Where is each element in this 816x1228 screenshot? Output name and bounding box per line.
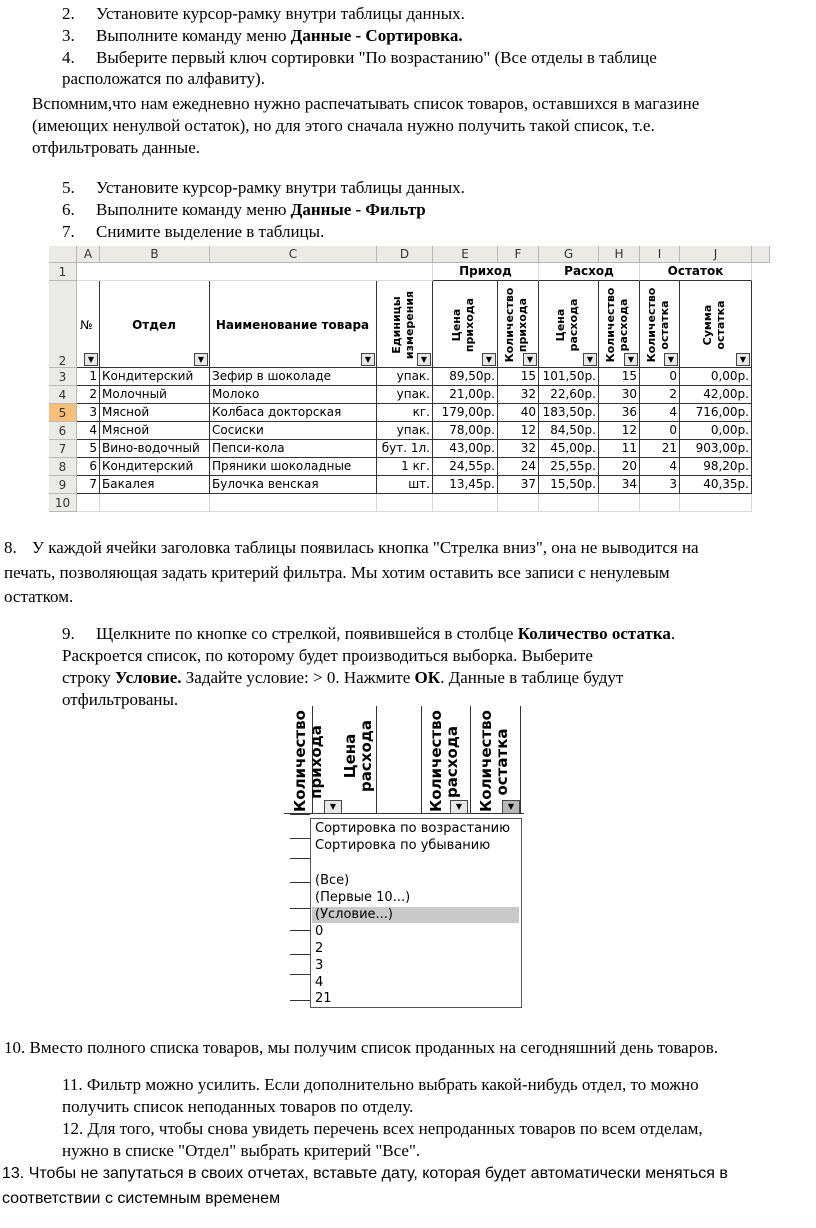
step-number: 7. bbox=[62, 222, 75, 241]
header-price-out: Цена расхода bbox=[554, 298, 580, 352]
row-header[interactable]: 8 bbox=[49, 458, 77, 476]
cell-name[interactable]: Булочка венская bbox=[210, 476, 377, 494]
step-13-line: 13. Чтобы не запутаться в своих отчетах, вставьте дату, которая будет автоматически меняться в bbox=[2, 1165, 728, 1182]
menu-item-top-10[interactable]: (Первые 10...) bbox=[315, 890, 411, 905]
step-13-line: соответствии с системным временем bbox=[2, 1190, 281, 1207]
filter-dropdown-unit[interactable]: ▼ bbox=[417, 353, 431, 366]
row-header[interactable]: 4 bbox=[49, 386, 77, 404]
paragraph-8-line bbox=[4, 538, 699, 558]
column-header-g[interactable]: G bbox=[539, 246, 599, 263]
cell-dept[interactable]: Молочный bbox=[100, 386, 210, 404]
step-7 bbox=[62, 222, 324, 242]
menu-item-value[interactable]: 21 bbox=[315, 991, 332, 1006]
cell-dept[interactable]: Вино-водочный bbox=[100, 440, 210, 458]
filter-dropdown-no[interactable]: ▼ bbox=[84, 353, 98, 366]
cell-qty-in[interactable]: 32 bbox=[498, 440, 539, 458]
menu-item-value[interactable]: 3 bbox=[315, 958, 324, 973]
column-header-filler bbox=[752, 246, 770, 263]
filter-dropdown-sum-rest[interactable]: ▼ bbox=[736, 353, 750, 366]
empty-cell[interactable] bbox=[77, 494, 100, 512]
step-9-line bbox=[62, 624, 675, 644]
paragraph-line: (имеющих ненулвой остаток), но для этого сначала нужно получить такой список, т.е. bbox=[32, 116, 655, 135]
cell-no[interactable]: 6 bbox=[77, 458, 100, 476]
step-2 bbox=[62, 4, 465, 24]
filter-dropdown-price-in[interactable]: ▼ bbox=[482, 353, 496, 366]
row-header[interactable]: 9 bbox=[49, 476, 77, 494]
step-text: Задайте условие: > 0. Нажмите bbox=[181, 668, 415, 687]
cell-no[interactable]: 7 bbox=[77, 476, 100, 494]
step-9-line: отфильтрованы. bbox=[62, 690, 179, 709]
menu-item-value[interactable]: 2 bbox=[315, 941, 324, 956]
empty-cell[interactable] bbox=[498, 494, 539, 512]
step-11-line: 11. Фильтр можно усилить. Если дополнительно выбрать какой-нибудь отдел, то можно bbox=[62, 1075, 699, 1094]
step-text: Выберите первый ключ сортировки "По возрастанию" (Все отделы в таблице bbox=[96, 48, 657, 67]
cell-qty-out[interactable]: 12 bbox=[599, 422, 640, 440]
step-text: Установите курсор-рамку внутри таблицы данных. bbox=[96, 178, 465, 197]
column-header-b[interactable]: B bbox=[100, 246, 210, 263]
step-number: 5. bbox=[62, 178, 75, 197]
cell-price-in[interactable]: 21,00р. bbox=[433, 386, 498, 404]
row-header[interactable]: 3 bbox=[49, 368, 77, 386]
step-text: Снимите выделение в таблицы. bbox=[96, 222, 325, 241]
cell-sum-rest[interactable]: 98,20р. bbox=[680, 458, 752, 476]
header-dept: Отдел bbox=[132, 318, 176, 332]
menu-item-value[interactable]: 4 bbox=[315, 975, 324, 990]
cell-price-in[interactable]: 78,00р. bbox=[433, 422, 498, 440]
paragraph-line: Вспомним,что нам ежедневно нужно распечатывать список товаров, оставшихся в магазине bbox=[32, 94, 700, 113]
cell-qty-out[interactable]: 20 bbox=[599, 458, 640, 476]
step-text: Установите курсор-рамку внутри таблицы данных. bbox=[96, 4, 465, 23]
cell-unit[interactable]: упак. bbox=[377, 368, 433, 386]
cell-unit[interactable]: 1 кг. bbox=[377, 458, 433, 476]
filter-dropdown-name[interactable]: ▼ bbox=[361, 353, 375, 366]
select-all-corner[interactable] bbox=[49, 246, 77, 263]
cell-name[interactable]: Молоко bbox=[210, 386, 377, 404]
step-text: Выполните команду меню bbox=[96, 26, 291, 45]
step-number: 8. bbox=[4, 538, 17, 557]
empty-cell[interactable] bbox=[599, 494, 640, 512]
step-12-line: нужно в списке "Отдел" выбрать критерий "Все". bbox=[62, 1141, 421, 1160]
menu-item-value[interactable]: 0 bbox=[315, 924, 324, 939]
menu-command: Данные - Фильтр bbox=[290, 200, 426, 219]
cell-price-out[interactable]: 25,55р. bbox=[539, 458, 599, 476]
cell-unit[interactable]: кг. bbox=[377, 404, 433, 422]
step-9-line bbox=[62, 668, 623, 688]
empty-cell[interactable] bbox=[100, 494, 210, 512]
paragraph-10: 10. Вместо полного списка товаров, мы получим список проданных на сегодняшний день товаров. bbox=[4, 1038, 718, 1057]
cell-name[interactable]: Колбаса докторская bbox=[210, 404, 377, 422]
group-header-expense: Расход bbox=[539, 263, 640, 281]
cell-no[interactable]: 4 bbox=[77, 422, 100, 440]
filter-dropdown-qty-in[interactable]: ▼ bbox=[523, 353, 537, 366]
empty-cell[interactable] bbox=[433, 494, 498, 512]
cell-qty-out[interactable]: 36 bbox=[599, 404, 640, 422]
empty-cell[interactable] bbox=[77, 263, 433, 281]
cell-price-out[interactable]: 15,50р. bbox=[539, 476, 599, 494]
column-header-i[interactable]: I bbox=[640, 246, 680, 263]
cell-dept[interactable]: Кондитерский bbox=[100, 368, 210, 386]
paragraph-8-line: остатком. bbox=[4, 587, 74, 606]
step-3 bbox=[62, 26, 463, 46]
cell-name[interactable]: Сосиски bbox=[210, 422, 377, 440]
cell-unit[interactable]: шт. bbox=[377, 476, 433, 494]
menu-item-condition[interactable]: (Условие...) bbox=[312, 907, 519, 923]
step-number: 9. bbox=[62, 624, 75, 643]
cell-qty-in[interactable]: 40 bbox=[498, 404, 539, 422]
row-header[interactable]: 2 bbox=[49, 281, 77, 368]
cell-price-in[interactable]: 43,00р. bbox=[433, 440, 498, 458]
step-number: 4. bbox=[62, 48, 75, 67]
column-header-e[interactable]: E bbox=[433, 246, 498, 263]
empty-cell[interactable] bbox=[539, 494, 599, 512]
empty-cell[interactable] bbox=[210, 494, 377, 512]
step-6 bbox=[62, 200, 426, 220]
empty-cell[interactable] bbox=[640, 494, 680, 512]
cell-price-in[interactable]: 24,55р. bbox=[433, 458, 498, 476]
cell-price-out[interactable]: 22,60р. bbox=[539, 386, 599, 404]
filter-dropdown-qty-in[interactable]: ▼ bbox=[324, 800, 342, 814]
cell-qty-rest[interactable]: 3 bbox=[640, 476, 680, 494]
step-number: 3. bbox=[62, 26, 75, 45]
column-header-h[interactable]: H bbox=[599, 246, 640, 263]
header-sum-rest: Сумма остатка bbox=[701, 300, 727, 350]
header-qty-rest: Количество остатка bbox=[645, 287, 671, 363]
cell-unit[interactable]: бут. 1л. bbox=[377, 440, 433, 458]
menu-item-sort-desc[interactable]: Сортировка по убыванию bbox=[315, 838, 491, 853]
cell-qty-in[interactable]: 37 bbox=[498, 476, 539, 494]
step-text: . bbox=[670, 624, 676, 643]
filter-dropdown-qty-out[interactable]: ▼ bbox=[624, 353, 638, 366]
filter-dropdown-qty-out[interactable]: ▼ bbox=[450, 800, 468, 814]
cell-name[interactable]: Пряники шоколадные bbox=[210, 458, 377, 476]
step-12-line: 12. Для того, чтобы снова увидеть перечень всех непроданных товаров по всем отделам, bbox=[62, 1119, 703, 1138]
cell-qty-rest[interactable]: 4 bbox=[640, 458, 680, 476]
filter-dropdown-dept[interactable]: ▼ bbox=[194, 353, 208, 366]
column-header-a[interactable]: A bbox=[77, 246, 100, 263]
column-header-d[interactable]: D bbox=[377, 246, 433, 263]
header-unit: Единицы измерения bbox=[390, 290, 416, 360]
group-header-rest: Остаток bbox=[640, 263, 752, 281]
cell-qty-out[interactable]: 11 bbox=[599, 440, 640, 458]
header-name: Наименование товара bbox=[215, 318, 370, 332]
cell-qty-in[interactable]: 32 bbox=[498, 386, 539, 404]
cell-qty-rest[interactable]: 0 bbox=[640, 368, 680, 386]
filter-dropdown-qty-rest[interactable]: ▼ bbox=[664, 353, 678, 366]
cell-qty-rest[interactable]: 4 bbox=[640, 404, 680, 422]
cell-name[interactable]: Пепси-кола bbox=[210, 440, 377, 458]
cell-sum-rest[interactable]: 40,35р. bbox=[680, 476, 752, 494]
cell-dept[interactable]: Бакалея bbox=[100, 476, 210, 494]
cell-sum-rest[interactable]: 42,00р. bbox=[680, 386, 752, 404]
menu-command: Данные - Сортировка. bbox=[290, 26, 463, 45]
cell-qty-rest[interactable]: 2 bbox=[640, 386, 680, 404]
emphasis: Условие. bbox=[114, 668, 182, 687]
cell-sum-rest[interactable]: 716,00р. bbox=[680, 404, 752, 422]
header-qty-in: Количество прихода bbox=[291, 710, 325, 812]
menu-item-sort-asc[interactable]: Сортировка по возрастанию bbox=[315, 821, 511, 836]
step-4 bbox=[62, 48, 657, 68]
cell-dept[interactable]: Кондитерский bbox=[100, 458, 210, 476]
row-header[interactable]: 5 bbox=[49, 404, 77, 422]
cell-name[interactable]: Зефир в шоколаде bbox=[210, 368, 377, 386]
cell-price-out[interactable]: 183,50р. bbox=[539, 404, 599, 422]
step-text: Щелкните по кнопке со стрелкой, появившейся в столбце bbox=[96, 624, 518, 643]
filter-dropdown-list bbox=[310, 818, 522, 1008]
cell-price-out[interactable]: 101,50р. bbox=[539, 368, 599, 386]
paragraph-line: отфильтровать данные. bbox=[32, 138, 200, 157]
paragraph-8-line: печать, позволяющая задать критерий фильтра. Мы хотим оставить все записи с ненулевым bbox=[4, 563, 670, 582]
step-text: . Данные в таблице будут bbox=[440, 668, 624, 687]
cell-no[interactable]: 2 bbox=[77, 386, 100, 404]
header-qty-in: Количество прихода bbox=[503, 287, 529, 363]
row-header[interactable]: 10 bbox=[49, 494, 77, 512]
cell-price-in[interactable]: 13,45р. bbox=[433, 476, 498, 494]
cell-qty-rest[interactable]: 21 bbox=[640, 440, 680, 458]
cell-dept[interactable]: Мясной bbox=[100, 404, 210, 422]
cell-price-out[interactable]: 84,50р. bbox=[539, 422, 599, 440]
row-header[interactable]: 7 bbox=[49, 440, 77, 458]
step-4-continuation: расположатся по алфавиту). bbox=[62, 69, 265, 88]
step-9-line: Раскроется список, по которому будет производиться выборка. Выберите bbox=[62, 646, 593, 665]
cell-qty-rest[interactable]: 0 bbox=[640, 422, 680, 440]
cell-qty-in[interactable]: 12 bbox=[498, 422, 539, 440]
paragraph-text: У каждой ячейки заголовка таблицы появилась кнопка "Стрелка вниз", она не выводится на bbox=[32, 538, 699, 557]
cell-qty-out[interactable]: 30 bbox=[599, 386, 640, 404]
header-price-out: Цена расхода bbox=[341, 720, 375, 792]
cell-qty-in[interactable]: 24 bbox=[498, 458, 539, 476]
cell-unit[interactable]: упак. bbox=[377, 422, 433, 440]
filter-dropdown-screenshot bbox=[284, 706, 524, 1008]
cell-no[interactable]: 5 bbox=[77, 440, 100, 458]
step-text: Выполните команду меню bbox=[96, 200, 291, 219]
step-5 bbox=[62, 178, 465, 198]
menu-item-all[interactable]: (Все) bbox=[315, 873, 350, 888]
header-price-in: Цена прихода bbox=[450, 297, 476, 353]
step-11-line: получить список неподанных товаров по отделу. bbox=[62, 1097, 414, 1116]
header-qty-rest: Количество остатка bbox=[477, 710, 511, 812]
step-number: 2. bbox=[62, 4, 75, 23]
filter-dropdown-qty-rest[interactable]: ▼ bbox=[502, 800, 520, 814]
header-no: № bbox=[80, 318, 93, 332]
header-qty-out: Количество расхода bbox=[427, 710, 461, 812]
cell-price-out[interactable]: 45,00р. bbox=[539, 440, 599, 458]
header-qty-out: Количество расхода bbox=[604, 287, 630, 363]
empty-cell[interactable] bbox=[377, 494, 433, 512]
cell-unit[interactable]: упак. bbox=[377, 386, 433, 404]
column-header-f[interactable]: F bbox=[498, 246, 539, 263]
cell-price-in[interactable]: 179,00р. bbox=[433, 404, 498, 422]
cell-qty-out[interactable]: 15 bbox=[599, 368, 640, 386]
cell-sum-rest[interactable]: 0,00р. bbox=[680, 422, 752, 440]
step-number: 6. bbox=[62, 200, 75, 219]
cell-sum-rest[interactable]: 903,00р. bbox=[680, 440, 752, 458]
row-header[interactable]: 1 bbox=[49, 263, 77, 281]
group-header-income: Приход bbox=[433, 263, 539, 281]
cell-qty-out[interactable]: 34 bbox=[599, 476, 640, 494]
empty-cell[interactable] bbox=[680, 494, 752, 512]
emphasis: Количество остатка bbox=[517, 624, 671, 643]
emphasis: ОК bbox=[414, 668, 441, 687]
filter-dropdown-price-out[interactable]: ▼ bbox=[583, 353, 597, 366]
cell-sum-rest[interactable]: 0,00р. bbox=[680, 368, 752, 386]
cell-price-in[interactable]: 89,50р. bbox=[433, 368, 498, 386]
row-header[interactable]: 6 bbox=[49, 422, 77, 440]
cell-qty-in[interactable]: 15 bbox=[498, 368, 539, 386]
header-name-cell bbox=[210, 281, 377, 368]
cell-no[interactable]: 1 bbox=[77, 368, 100, 386]
cell-no[interactable]: 3 bbox=[77, 404, 100, 422]
cell-dept[interactable]: Мясной bbox=[100, 422, 210, 440]
column-header-j[interactable]: J bbox=[680, 246, 752, 263]
column-header-c[interactable]: C bbox=[210, 246, 377, 263]
spreadsheet-screenshot bbox=[49, 246, 770, 518]
step-text: строку bbox=[62, 668, 115, 687]
